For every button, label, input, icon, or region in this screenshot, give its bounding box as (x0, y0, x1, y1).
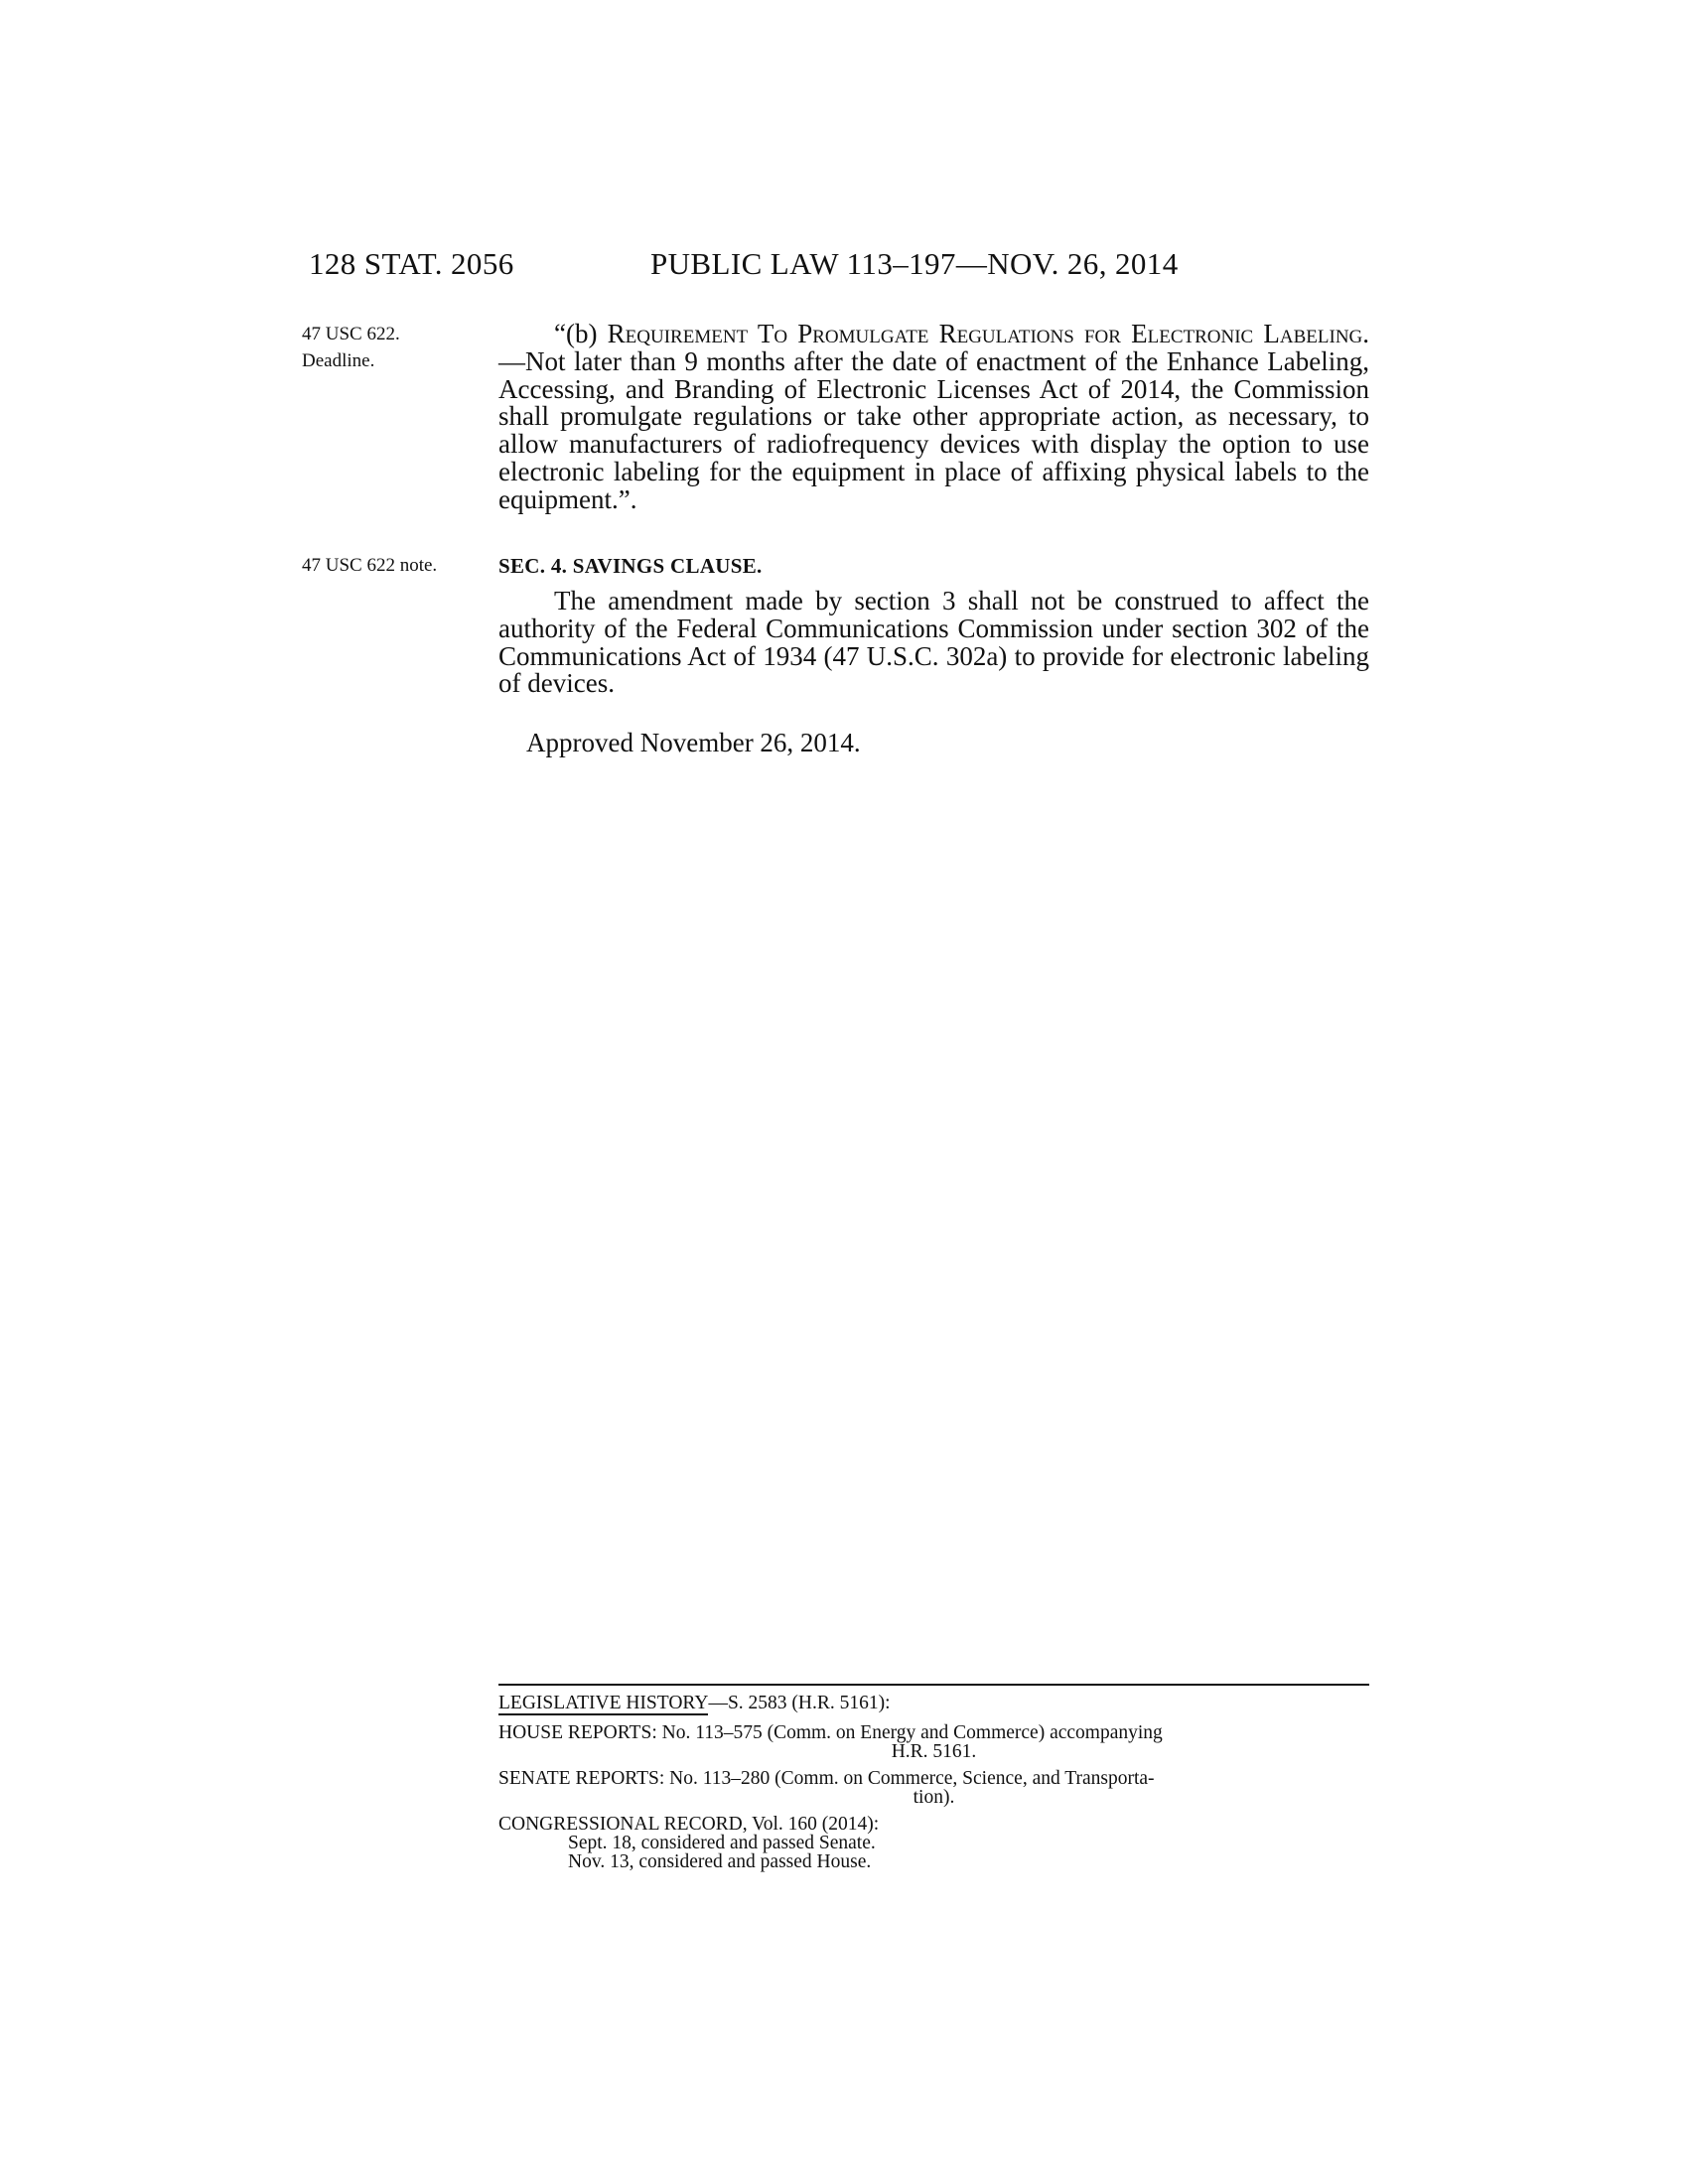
senate-reports-text: SENATE REPORTS: No. 113–280 (Comm. on Commerce, Science, and Transporta- (498, 1768, 1155, 1789)
public-law-header: PUBLIC LAW 113–197—NOV. 26, 2014 (650, 246, 1179, 281)
house-reports-continuation: H.R. 5161. (891, 1740, 977, 1762)
subsection-b-heading: Requirement To Promulgate Regulations for Electronic Labeling (607, 319, 1363, 348)
side-note-usc-622-note: 47 USC 622 note. (302, 555, 438, 576)
legislative-history-bill: —S. 2583 (H.R. 5161): (708, 1693, 891, 1713)
legislative-history-title (498, 1695, 1369, 1713)
record-entry-house: Nov. 13, considered and passed House. (568, 1851, 872, 1872)
section-4-paragraph: The amendment made by section 3 shall not be construed to affect the authority of the Federal Communications Commission under section 302 of the Communications Act of 1934 (47 U.S.C. 302a) to provide for electronic labeling of devices. (498, 586, 1369, 699)
record-entry-senate: Sept. 18, considered and passed Senate. (568, 1833, 876, 1853)
legislative-history-label: LEGISLATIVE HISTORY (498, 1693, 709, 1713)
section-4-heading: SEC. 4. SAVINGS CLAUSE. (498, 554, 763, 578)
subsection-b-dash: .— (498, 319, 1370, 376)
side-note-usc-622: 47 USC 622. (302, 324, 400, 344)
house-reports-entry (498, 1724, 1369, 1761)
subsection-b-paragraph (498, 321, 1369, 514)
house-reports-text: HOUSE REPORTS: No. 113–575 (Comm. on Energy and Commerce) accompanying (498, 1722, 1163, 1743)
senate-reports-continuation: tion). (913, 1786, 955, 1808)
footnote-divider (498, 1684, 1369, 1686)
statute-page-number: 128 STAT. 2056 (309, 246, 514, 281)
subsection-b-text: Not later than 9 months after the date of enactment of the Enhance Labeling, Accessing, and Branding of Electronic Licenses Act of 2014, the Commission shall promulgate regulations or take other appropriate action, as necessary, to allow manufacturers of radiofrequency devices with display the option to use electronic labeling for the equipment in place of affixing physical labels to the equipment.”. (498, 345, 1369, 514)
senate-reports-entry (498, 1770, 1369, 1807)
congressional-record-entry: CONGRESSIONAL RECORD, Vol. 160 (2014): (498, 1814, 880, 1835)
approval-date: Approved November 26, 2014. (526, 728, 861, 757)
side-note-deadline: Deadline. (302, 350, 375, 371)
subsection-b-lead: “(b) (554, 319, 608, 348)
